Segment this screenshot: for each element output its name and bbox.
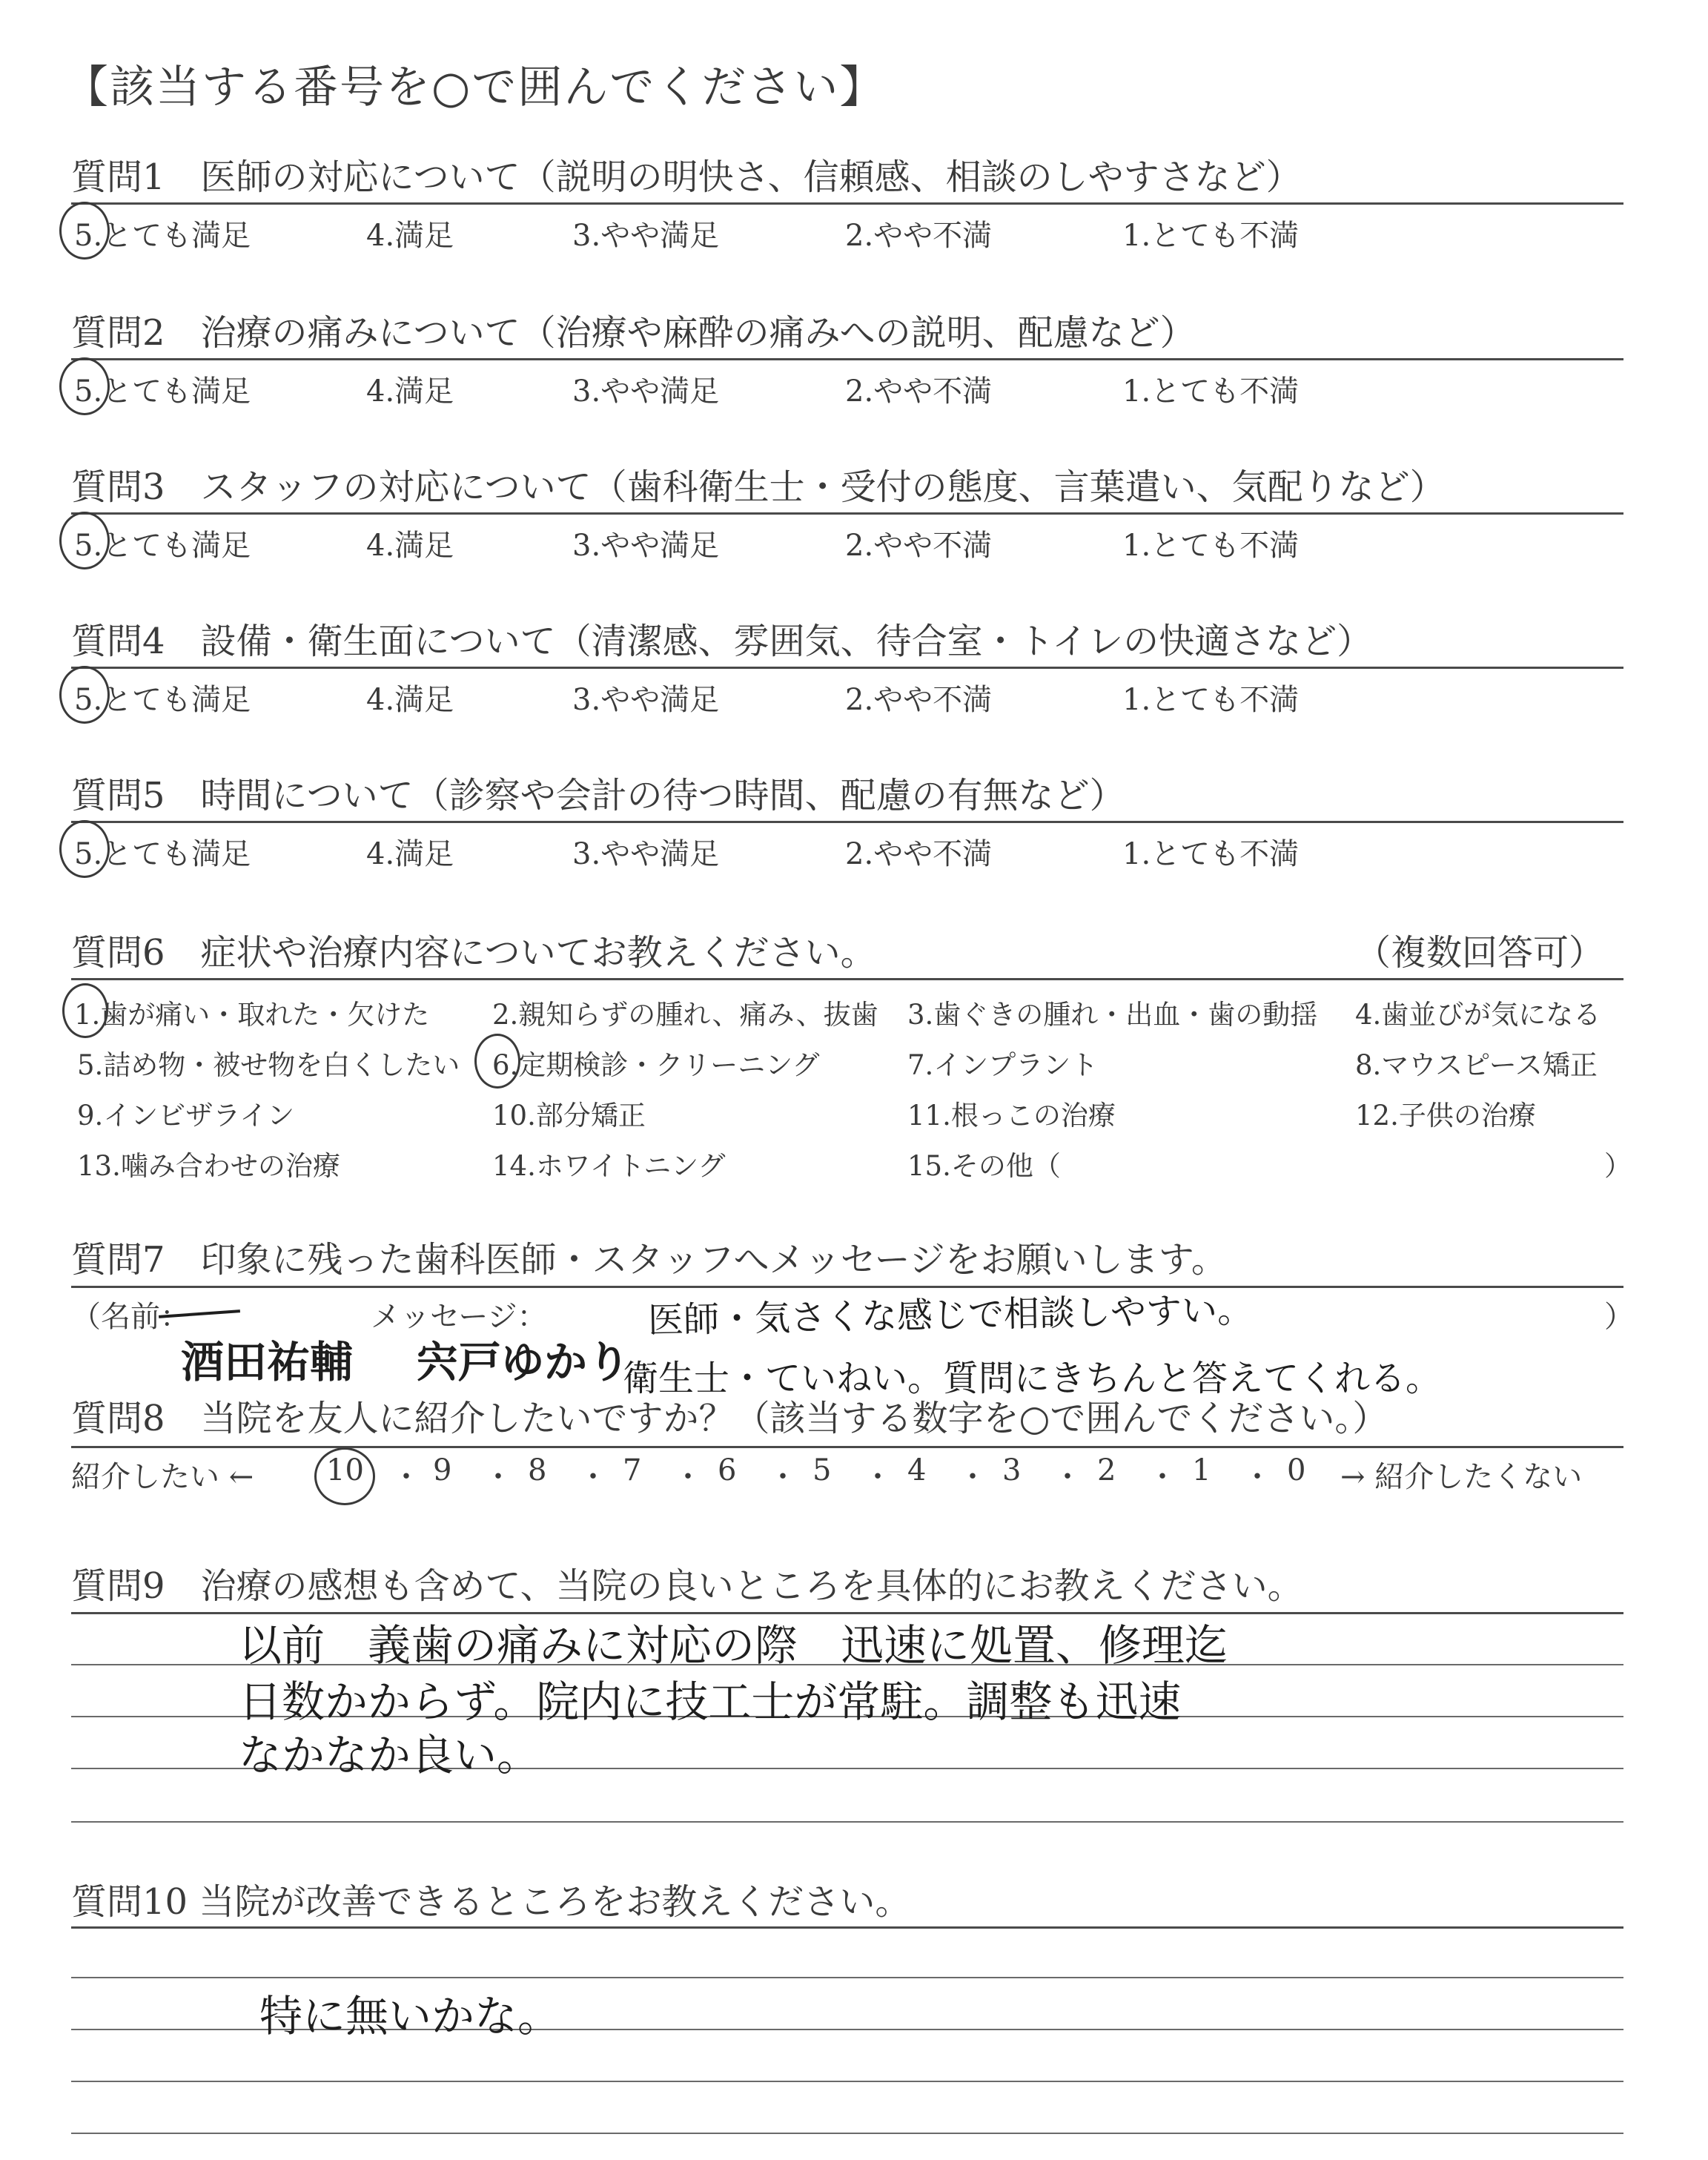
q8-scale-dot: ・ [578, 1460, 608, 1494]
q8-scale-dot: ・ [391, 1460, 421, 1494]
question-7-title: 質問7 印象に残った歯科医師・スタッフへメッセージをお願いします。 [71, 1239, 1227, 1281]
q6-option-6[interactable]: 6.定期検診・クリーニング [492, 1049, 820, 1081]
q8-scale-dot: ・ [768, 1460, 798, 1494]
q3-option-2[interactable]: 2.やや不満 [845, 529, 993, 563]
q4-option-4[interactable]: 4.満足 [366, 683, 454, 717]
question-8-title: 質問8 当院を友人に紹介したいですか？（該当する数字を○で囲んでください。） [71, 1398, 1388, 1439]
q2-option-2[interactable]: 2.やや不満 [845, 374, 993, 409]
q8-scale-7[interactable]: 7 [623, 1453, 642, 1487]
q10-writing-line [71, 1977, 1623, 1978]
question-3-title: 質問3 スタッフの対応について（歯科衛生士・受付の態度、言葉遣い、気配りなど） [71, 466, 1446, 508]
q3-option-3[interactable]: 3.やや満足 [572, 529, 720, 563]
q6-option-1-selection-circle [62, 983, 108, 1038]
q6-option-7[interactable]: 7.インプラント [907, 1049, 1099, 1081]
q6-option-5[interactable]: 5.詰め物・被せ物を白くしたい [77, 1049, 460, 1081]
q8-scale-dot: ・ [863, 1460, 893, 1494]
q7-message-label: メッセージ： [371, 1300, 547, 1334]
q6-option-15[interactable]: 15.その他（ [907, 1150, 1061, 1182]
q8-scale-2[interactable]: 2 [1097, 1453, 1116, 1487]
q6-option-6-selection-circle [474, 1034, 520, 1089]
q6-option-8[interactable]: 8.マウスピース矯正 [1355, 1049, 1598, 1081]
question-10-title: 質問10 当院が改善できるところをお教えください。 [71, 1881, 911, 1923]
q7-handwritten-message-1: 医師・気さくな感じで相談しやすい。 [647, 1289, 1254, 1341]
question-9-title: 質問9 治療の感想も含めて、当院の良いところを具体的にお教えください。 [71, 1565, 1303, 1607]
question-1-title: 質問1 医師の対応について（説明の明快さ、信頼感、相談のしやすさなど） [71, 156, 1302, 198]
q6-option-12[interactable]: 12.子供の治療 [1355, 1100, 1536, 1132]
q1-option-4[interactable]: 4.満足 [366, 219, 454, 253]
q6-option-11[interactable]: 11.根っこの治療 [907, 1100, 1116, 1132]
q8-right-label: → 紹介したくない [1340, 1460, 1583, 1494]
q1-option-3[interactable]: 3.やや満足 [572, 219, 720, 253]
q3-option-5[interactable]: 5.とても満足 [74, 529, 251, 563]
q8-scale-dot: ・ [673, 1460, 703, 1494]
question-10-rule [71, 1926, 1623, 1929]
q8-scale-4[interactable]: 4 [907, 1453, 927, 1487]
q2-option-3[interactable]: 3.やや満足 [572, 374, 720, 409]
q8-scale-5[interactable]: 5 [812, 1453, 832, 1487]
q2-selection-circle [59, 357, 110, 415]
q8-scale-10[interactable]: 10 [326, 1453, 364, 1487]
q1-selection-circle [59, 202, 110, 260]
q5-option-2[interactable]: 2.やや不満 [845, 837, 993, 871]
q3-selection-circle [59, 512, 110, 569]
form-header: 【該当する番号を○で囲んでください】 [64, 62, 886, 113]
q6-option-3[interactable]: 3.歯ぐきの腫れ・出血・歯の動揺 [907, 999, 1318, 1031]
question-4-title: 質問4 設備・衛生面について（清潔感、雰囲気、待合室・トイレの快適さなど） [71, 621, 1373, 662]
q6-option-15-close-paren: ） [1604, 1150, 1632, 1182]
q2-option-5[interactable]: 5.とても満足 [74, 374, 251, 409]
q6-option-10[interactable]: 10.部分矯正 [492, 1100, 646, 1132]
q5-option-5[interactable]: 5.とても満足 [74, 837, 251, 871]
q5-option-4[interactable]: 4.満足 [366, 837, 454, 871]
question-1-rule [71, 202, 1623, 205]
q4-option-1[interactable]: 1.とても不満 [1122, 683, 1300, 717]
q8-scale-dot: ・ [1242, 1460, 1272, 1494]
q10-handwritten-answer: 特に無いかな。 [259, 1991, 561, 2041]
q6-option-14[interactable]: 14.ホワイトニング [492, 1150, 726, 1182]
question-6-title: 質問6 症状や治療内容についてお教えください。 [71, 932, 876, 974]
question-3-rule [71, 512, 1623, 515]
q8-scale-0[interactable]: 0 [1287, 1453, 1306, 1487]
q8-scale-dot: ・ [483, 1460, 513, 1494]
q8-scale-1[interactable]: 1 [1192, 1453, 1211, 1487]
q8-scale-dot: ・ [958, 1460, 987, 1494]
q7-handwritten-message-2: 衛生士・ていねい。質問にきちんと答えてくれる。 [623, 1358, 1442, 1399]
question-2-rule [71, 358, 1623, 360]
q5-selection-circle [59, 820, 110, 878]
q10-writing-line [71, 2133, 1623, 2134]
q9-writing-line [71, 1821, 1623, 1823]
q6-option-1[interactable]: 1.歯が痛い・取れた・欠けた [74, 999, 430, 1031]
q1-option-5[interactable]: 5.とても満足 [74, 219, 251, 253]
q4-option-2[interactable]: 2.やや不満 [845, 683, 993, 717]
question-8-rule [71, 1446, 1623, 1448]
q6-option-4[interactable]: 4.歯並びが気になる [1355, 999, 1601, 1031]
q9-handwritten-line-2: 日数かからず。院内に技工士が常駐。調整も迅速 [239, 1677, 1182, 1727]
q8-scale-9[interactable]: 9 [433, 1453, 452, 1487]
q4-selection-circle [59, 666, 110, 724]
q3-option-4[interactable]: 4.満足 [366, 529, 454, 563]
q8-scale-3[interactable]: 3 [1002, 1453, 1022, 1487]
q6-option-13[interactable]: 13.噛み合わせの治療 [77, 1150, 340, 1182]
q3-option-1[interactable]: 1.とても不満 [1122, 529, 1300, 563]
q7-handwritten-name-1: 酒田祐輔 [181, 1337, 354, 1387]
q1-option-1[interactable]: 1.とても不満 [1122, 219, 1300, 253]
q8-selection-circle [314, 1447, 375, 1505]
question-5-rule [71, 821, 1623, 823]
q1-option-2[interactable]: 2.やや不満 [845, 219, 993, 253]
q9-handwritten-line-3: なかなか良い。 [239, 1730, 540, 1780]
q2-option-1[interactable]: 1.とても不満 [1122, 374, 1300, 409]
q2-option-4[interactable]: 4.満足 [366, 374, 454, 409]
q5-option-3[interactable]: 3.やや満足 [572, 837, 720, 871]
q10-writing-line [71, 2081, 1623, 2082]
q6-option-9[interactable]: 9.インビザライン [77, 1100, 295, 1132]
q8-scale-8[interactable]: 8 [528, 1453, 547, 1487]
q9-handwritten-line-1: 以前 義歯の痛みに対応の際 迅速に処置、修理迄 [239, 1620, 1228, 1671]
q7-handwritten-name-2: 宍戸ゆかり [415, 1337, 631, 1387]
question-6-rule [71, 978, 1623, 980]
q8-scale-dot: ・ [1053, 1460, 1082, 1494]
question-6-note: （複数回答可） [1355, 932, 1605, 974]
q7-name-label: （名前： [71, 1300, 190, 1334]
q8-scale-dot: ・ [1148, 1460, 1177, 1494]
q4-option-5[interactable]: 5.とても満足 [74, 683, 251, 717]
q5-option-1[interactable]: 1.とても不満 [1122, 837, 1300, 871]
q7-close-paren: ） [1604, 1300, 1634, 1334]
q8-scale-6[interactable]: 6 [718, 1453, 737, 1487]
q8-left-label: 紹介したい ← [71, 1460, 254, 1494]
q4-option-3[interactable]: 3.やや満足 [572, 683, 720, 717]
q6-option-2[interactable]: 2.親知らずの腫れ、痛み、抜歯 [492, 999, 878, 1031]
question-2-title: 質問2 治療の痛みについて（治療や麻酔の痛みへの説明、配慮など） [71, 312, 1196, 354]
question-4-rule [71, 667, 1623, 669]
question-5-title: 質問5 時間について（診察や会計の待つ時間、配慮の有無など） [71, 775, 1125, 816]
